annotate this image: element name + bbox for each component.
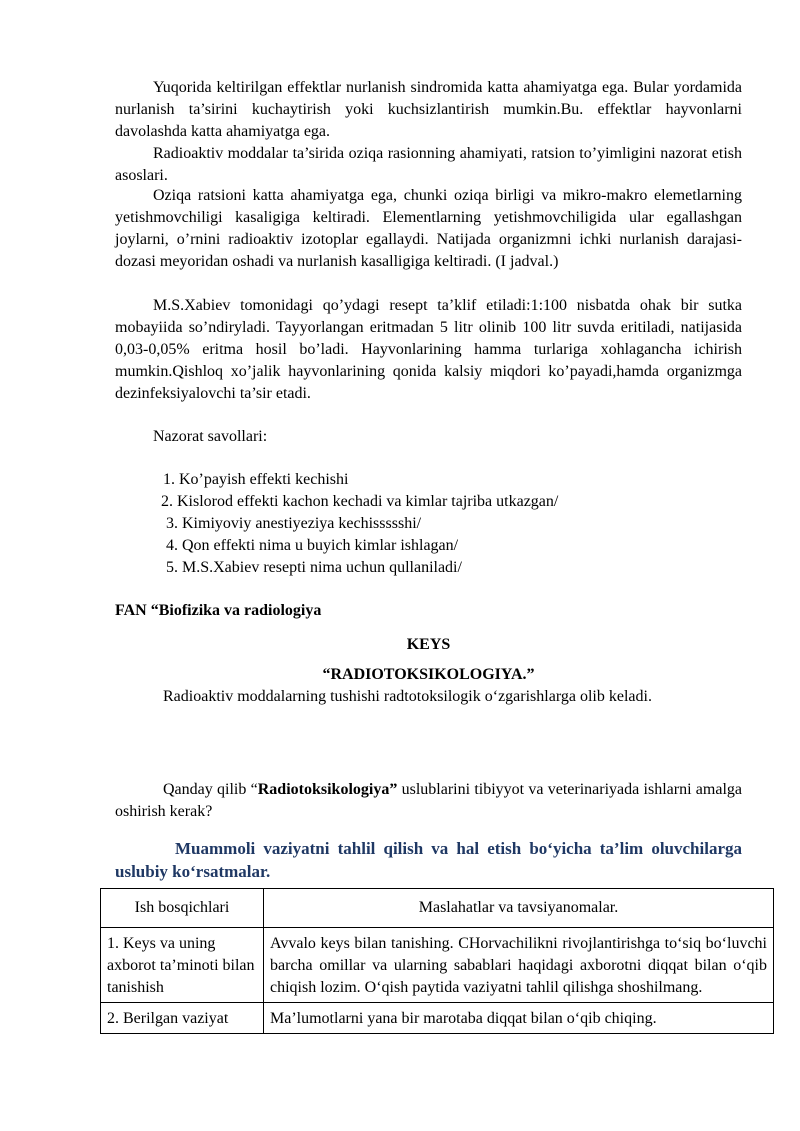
stage-cell: 2. Berilgan vaziyat	[101, 1003, 264, 1034]
table-header-row	[101, 889, 774, 928]
guidance-heading: Muammoli vaziyatni tahlil qilish va hal etish bo‘yicha ta’lim oluvchilarga uslubiy ko‘rsatmalar.	[115, 839, 742, 881]
paragraph-ration-importance: Radioaktiv moddalar ta’sirida oziqa rasionning ahamiyati, ratsion to’yimligini nazorat etish asoslari.	[115, 145, 742, 184]
stage-cell: 1. Keys va uning axborot ta’minoti bilan tanishish	[101, 928, 264, 1003]
questions-title: Nazorat savollari:	[153, 428, 268, 445]
table-row	[101, 928, 774, 1003]
question-item: 4. Qon effekti nima u buyich kimlar ishlagan/	[166, 537, 459, 554]
advice-cell: Avvalo keys bilan tanishing. CHorvachilikni rivojlantirishga to‘siq bo‘luvchi barcha omillar va ularning sabablari haqidagi axborotni diqqat bilan o‘qib chiqish lozim. O‘qish paytida vaziyatni tahlil qilishga shoshilmang.	[264, 928, 774, 1003]
question-item: 5. M.S.Xabiev resepti nima uchun qullaniladi/	[166, 559, 462, 576]
question-item: 2. Kislorod effekti kachon kechadi va kimlar tajriba utkazgan/	[161, 493, 559, 510]
paragraph-ration: Oziqa ratsioni katta ahamiyatga ega, chunki oziqa birligi va mikro-makro elemetlarning yetishmovchiligi kasaligiga keltiradi. Elementlarning yetishmovchiligida ular egallashgan joylarni, o’rnini radioaktiv izotoplar egallaydi. Natijada organizmni ichki nurlanish darajasi-dozasi meyoridan oshadi va nurlanish kasalligiga keltiradi. (I jadval.)	[115, 187, 742, 270]
header-stages: Ish bosqichlari	[101, 889, 264, 928]
keys-subtitle: “RADIOTOKSIKOLOGIYA.”	[322, 666, 535, 683]
guidance-table	[100, 888, 774, 1034]
paragraph-recipe: M.S.Xabiev tomonidagi qo’ydagi resept ta’klif etiladi:1:100 nisbatda ohak bir sutka mobayiida so’ndiryladi. Tayyorlangan eritmadan 5 litr olinib 100 litr suvda eritiladi, natijasida 0,03-0,05% eritma hosil bo’ladi. Hayvonlarining hamma turlariga xohlagancha ichirish mumkin.Qishloq xo’jalik hayvonlarining qonida kalsiy miqdori ko’payadi,hamda organizmga dezinfeksiyalovchi ta’sir etadi.	[115, 297, 742, 402]
case-question	[115, 779, 742, 823]
keys-intro: Radioaktiv moddalarning tushishi radtotoksilogik o‘zgarishlarga olib keladi.	[163, 688, 652, 705]
case-question-end: uslublarini tibiyyot va veterinariyada ishlarni amalga oshirish kerak?	[115, 781, 742, 820]
fan-line: FAN “Biofizika va radiologiya	[115, 602, 322, 619]
question-item: 3. Kimiyoviy anestiyeziya kechissssshi/	[166, 515, 422, 532]
header-advice: Maslahatlar va tavsiyanomalar.	[264, 889, 774, 928]
case-question-term: Radiotoksikologiya”	[257, 781, 398, 798]
keys-title: KEYS	[406, 636, 451, 653]
advice-cell: Ma’lumotlarni yana bir marotaba diqqat bilan o‘qib chiqing.	[264, 1003, 774, 1034]
case-question-start: Qanday qilib “	[163, 781, 258, 798]
question-item: 1. Ko’payish effekti kechishi	[163, 471, 349, 488]
table-row	[101, 1003, 774, 1034]
paragraph-effects: Yuqorida keltirilgan effektlar nurlanish sindromida katta ahamiyatga ega. Bular yordamida nurlanish ta’sirini kuchaytirish yoki kuchsizlantirish mumkin.Bu. effektlar hayvonlarni davolashda katta ahamiyatga ega.	[115, 79, 742, 140]
